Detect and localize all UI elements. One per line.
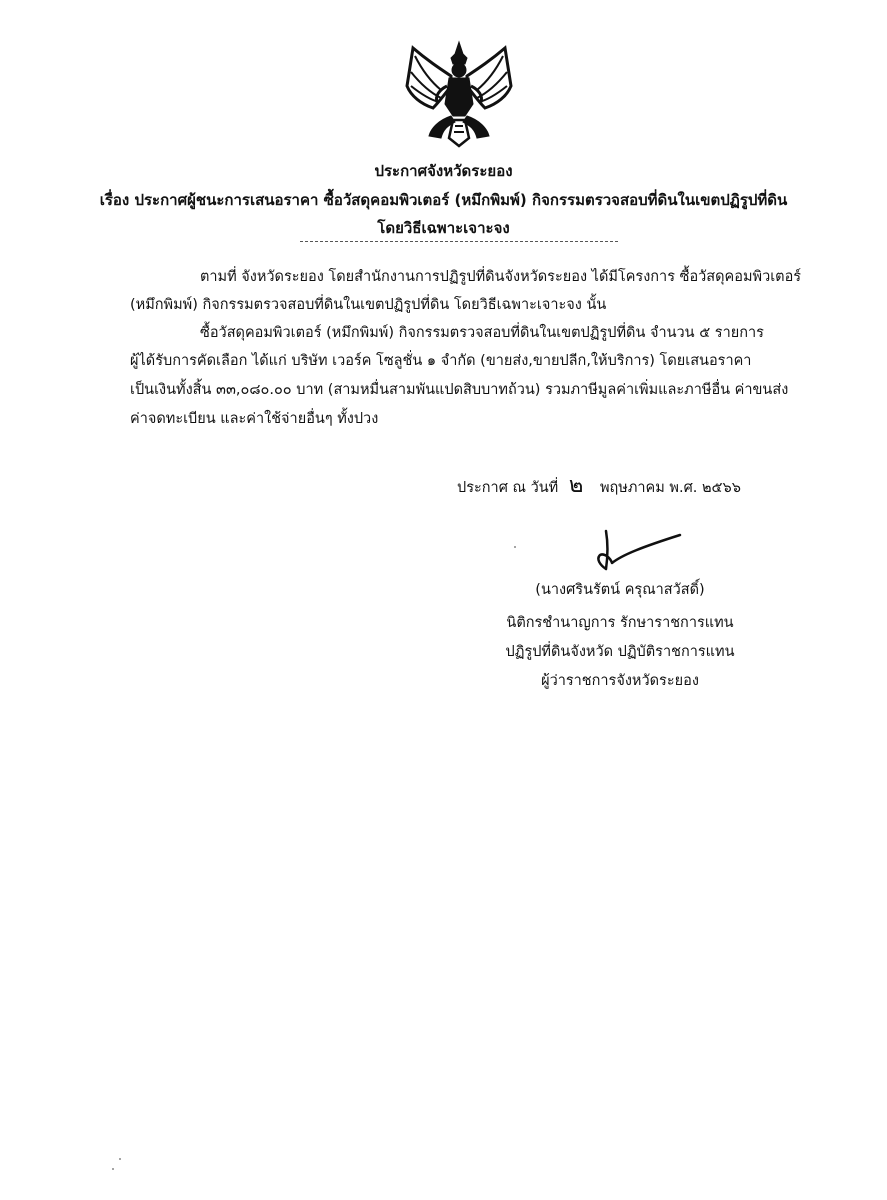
- page-heading: ประกาศจังหวัดระยอง: [374, 162, 513, 180]
- date-day: ๒: [568, 473, 584, 498]
- paragraph-2-line-2: ผู้ได้รับการคัดเลือก ได้แก่ บริษัท เวอร์ค โซลูชั่น ๑ จำกัด (ขายส่ง,ขายปลีก,ให้บริการ) โดยเสนอราคา: [130, 353, 752, 369]
- paragraph-2-line-1: ซื้อวัสดุคอมพิวเตอร์ (หมึกพิมพ์) กิจกรรมตรวจสอบที่ดินในเขตปฏิรูปที่ดิน จำนวน ๕ รายการ: [200, 325, 764, 341]
- signatory-name: (นางศรินรัตน์ ครุณาสวัสดิ์): [535, 582, 705, 598]
- scan-speck: [112, 1168, 114, 1170]
- date-prefix: ประกาศ ณ วันที่: [457, 480, 559, 496]
- paragraph-1-line-1: ตามที่ จังหวัดระยอง โดยสำนักงานการปฏิรูปที่ดินจังหวัดระยอง ได้มีโครงการ ซื้อวัสดุคอมพิวเตอร์: [200, 269, 802, 285]
- dashed-divider: [300, 241, 618, 242]
- signatory-position-3: ผู้ว่าราชการจังหวัดระยอง: [541, 673, 699, 689]
- signatory-position-1: นิติกรชำนาญการ รักษาราชการแทน: [506, 615, 734, 631]
- paragraph-2-line-4: ค่าจดทะเบียน และค่าใช้จ่ายอื่นๆ ทั้งปวง: [130, 411, 379, 427]
- paragraph-2-line-3: เป็นเงินทั้งสิ้น ๓๓,๐๘๐.๐๐ บาท (สามหมื่นสามพันแปดสิบบาทถ้วน) รวมภาษีมูลค่าเพิ่มและภาษีอื่น ค่าขนส่ง: [130, 382, 789, 398]
- subject-line-1: เรื่อง ประกาศผู้ชนะการเสนอราคา ซื้อวัสดุคอมพิวเตอร์ (หมึกพิมพ์) กิจกรรมตรวจสอบที่ดินในเขตปฏิรูปที่ดิน: [99, 191, 788, 209]
- date-month-year: พฤษภาคม พ.ศ. ๒๕๖๖: [599, 480, 741, 496]
- signatory-position-2: ปฏิรูปที่ดินจังหวัด ปฏิบัติราชการแทน: [505, 644, 735, 660]
- subject-line-2: โดยวิธีเฉพาะเจาะจง: [377, 219, 510, 237]
- handwritten-signature-icon: [592, 525, 684, 577]
- paragraph-1-line-2: (หมึกพิมพ์) กิจกรรมตรวจสอบที่ดินในเขตปฏิรูปที่ดิน โดยวิธีเฉพาะเจาะจง นั้น: [130, 297, 607, 313]
- scan-speck: [119, 1158, 121, 1160]
- garuda-emblem-icon: [399, 38, 519, 148]
- date-line: [457, 467, 741, 502]
- scan-speck: [514, 546, 516, 548]
